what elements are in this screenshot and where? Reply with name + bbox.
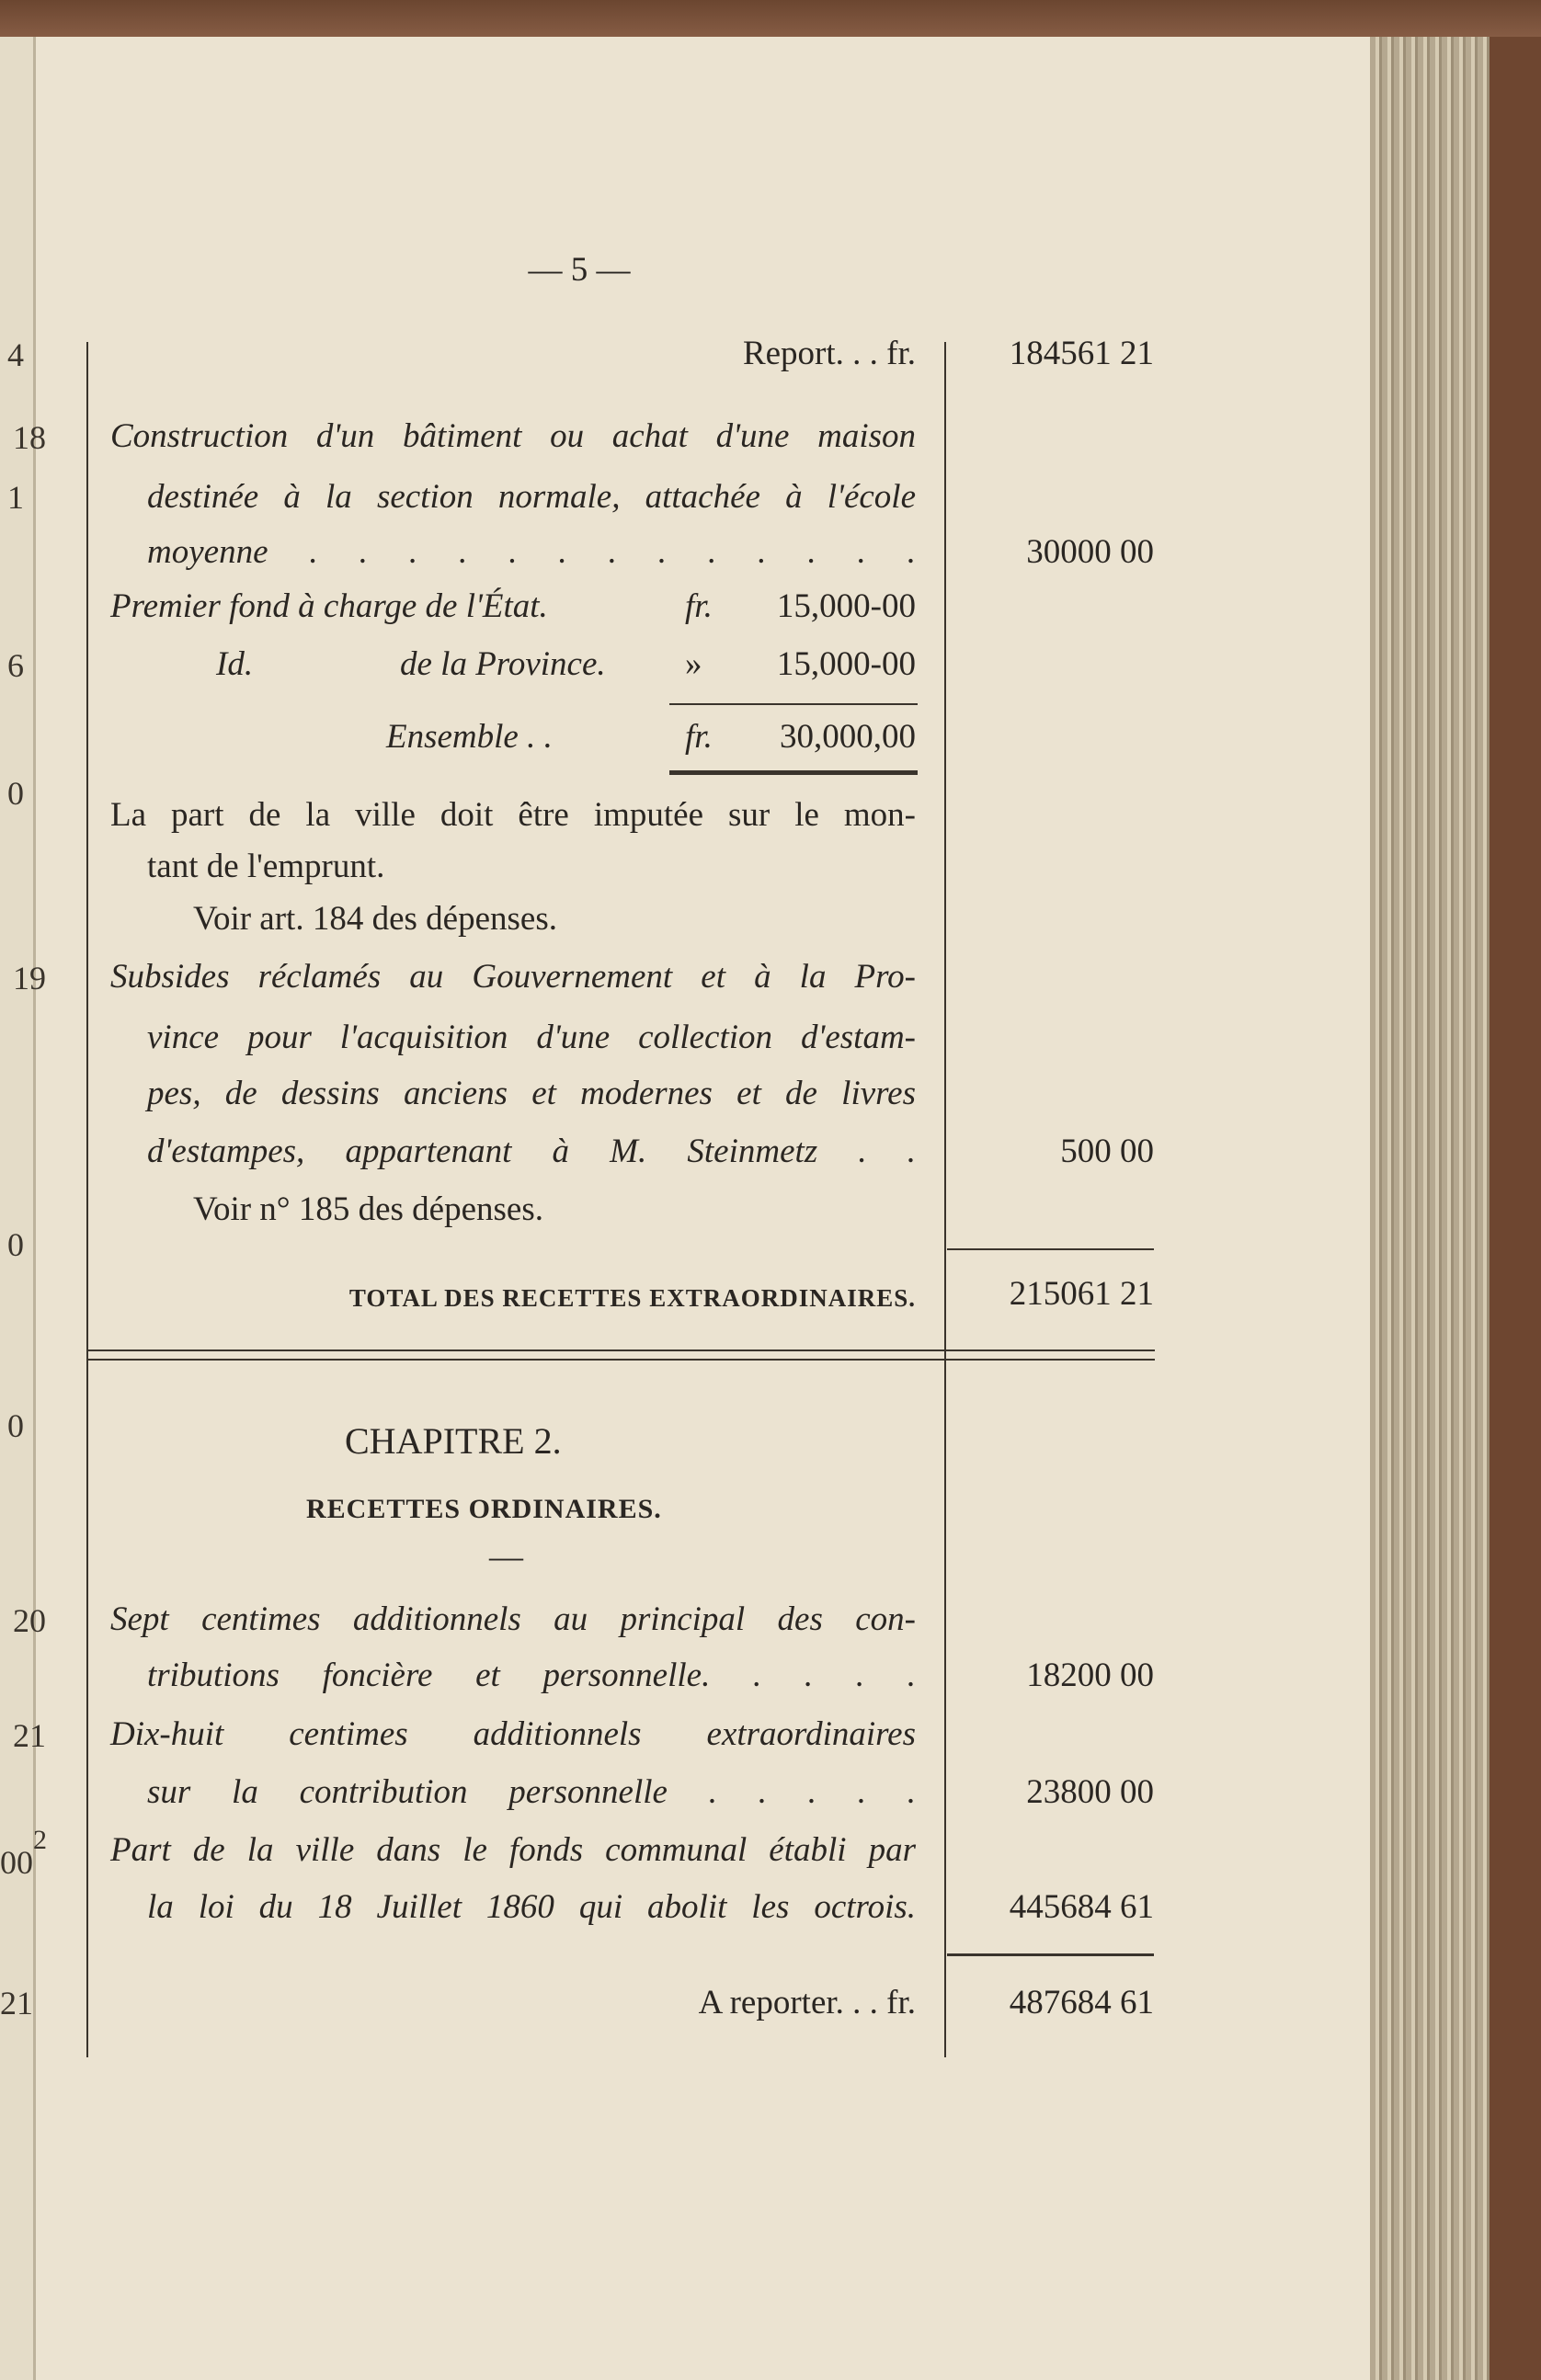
entry-line: Subsides réclamés au Gouvernement et à la Pro- bbox=[110, 958, 916, 996]
margin-number: 1 bbox=[7, 479, 24, 516]
breakdown-currency: » bbox=[685, 645, 702, 683]
ensemble-currency: fr. bbox=[685, 718, 713, 756]
breakdown-currency: fr. bbox=[685, 587, 713, 625]
margin-number: 18 bbox=[13, 419, 46, 456]
sum-rule bbox=[947, 1248, 1154, 1250]
entry-amount: 500 00 bbox=[1060, 1133, 1154, 1170]
chapter-title: CHAPITRE 2. bbox=[345, 1420, 562, 1462]
entry-line: Dix-huit centimes additionnels extraordinaires bbox=[110, 1715, 916, 1753]
entry-amount: 30000 00 bbox=[1026, 533, 1154, 571]
note-line: La part de la ville doit être imputée sur le mon- bbox=[110, 796, 916, 834]
margin-number: 21 bbox=[13, 1717, 46, 1754]
margin-number: 00 bbox=[0, 1844, 33, 1881]
double-rule-bottom bbox=[86, 1359, 1155, 1361]
entry-amount: 23800 00 bbox=[1026, 1773, 1154, 1811]
previous-page-edge bbox=[0, 37, 36, 2380]
book-cover-side bbox=[1490, 37, 1541, 2380]
breakdown-label: de la Province. bbox=[400, 645, 606, 683]
chapter-subtitle: RECETTES ORDINAIRES. bbox=[306, 1494, 662, 1524]
breakdown-label: Premier fond à charge de l'État. bbox=[110, 587, 548, 625]
margin-number: 0 bbox=[7, 1407, 24, 1444]
total-extra-label: TOTAL DES RECETTES EXTRAORDINAIRES. bbox=[348, 1284, 916, 1312]
entry-line: sur la contribution personnelle . . . . . bbox=[147, 1773, 916, 1811]
note-reference: Voir art. 184 des dépenses. bbox=[193, 900, 557, 938]
subtotal-rule bbox=[669, 703, 918, 705]
breakdown-id: Id. bbox=[216, 645, 254, 683]
margin-number: 20 bbox=[13, 1602, 46, 1639]
page-number: — 5 — bbox=[528, 251, 631, 289]
note-reference: Voir n° 185 des dépenses. bbox=[193, 1190, 543, 1228]
carry-label: A reporter. . . fr. bbox=[698, 1984, 916, 2021]
chapter-dash: — bbox=[489, 1538, 523, 1576]
entry-line: destinée à la section normale, attachée à l'école bbox=[147, 478, 916, 516]
entry-line: Part de la ville dans le fonds communal établi par bbox=[110, 1831, 916, 1869]
breakdown-value: 15,000-00 bbox=[776, 587, 916, 625]
total-extra-amount: 215061 21 bbox=[1009, 1275, 1154, 1313]
margin-number: 4 bbox=[7, 336, 24, 373]
ensemble-label: Ensemble . . bbox=[386, 718, 553, 756]
sum-rule bbox=[947, 1953, 1154, 1956]
entry-line: Construction d'un bâtiment ou achat d'une maison bbox=[110, 417, 916, 455]
entry-line: tributions foncière et personnelle. . . . . bbox=[147, 1657, 916, 1694]
margin-number: 19 bbox=[13, 960, 46, 996]
entry-amount: 18200 00 bbox=[1026, 1657, 1154, 1694]
entry-line: vince pour l'acquisition d'une collection d'estam- bbox=[147, 1019, 916, 1056]
report-amount: 184561 21 bbox=[1009, 335, 1154, 372]
margin-number: 6 bbox=[7, 647, 24, 684]
margin-number: 21 bbox=[0, 1985, 33, 2021]
total-rule bbox=[669, 770, 918, 775]
left-rule bbox=[86, 342, 88, 2057]
carry-amount: 487684 61 bbox=[1009, 1984, 1154, 2021]
double-rule-top bbox=[86, 1349, 1155, 1351]
report-label: Report. . . fr. bbox=[742, 335, 916, 372]
entry-line: pes, de dessins anciens et modernes et de livres bbox=[147, 1075, 916, 1112]
entry-line: d'estampes, appartenant à M. Steinmetz . . bbox=[147, 1133, 916, 1170]
margin-number: 0 bbox=[7, 775, 24, 812]
entry-line: la loi du 18 Juillet 1860 qui abolit les octrois. bbox=[147, 1888, 916, 1926]
entry-line: moyenne . . . . . . . . . . . . . bbox=[147, 533, 916, 571]
note-line: tant de l'emprunt. bbox=[147, 848, 385, 885]
ensemble-value: 30,000,00 bbox=[780, 718, 916, 756]
entry-line: Sept centimes additionnels au principal des con- bbox=[110, 1600, 916, 1638]
margin-number: 2 bbox=[33, 1825, 47, 1855]
breakdown-value: 15,000-00 bbox=[776, 645, 916, 683]
margin-number: 0 bbox=[7, 1226, 24, 1263]
entry-amount: 445684 61 bbox=[1009, 1888, 1154, 1926]
